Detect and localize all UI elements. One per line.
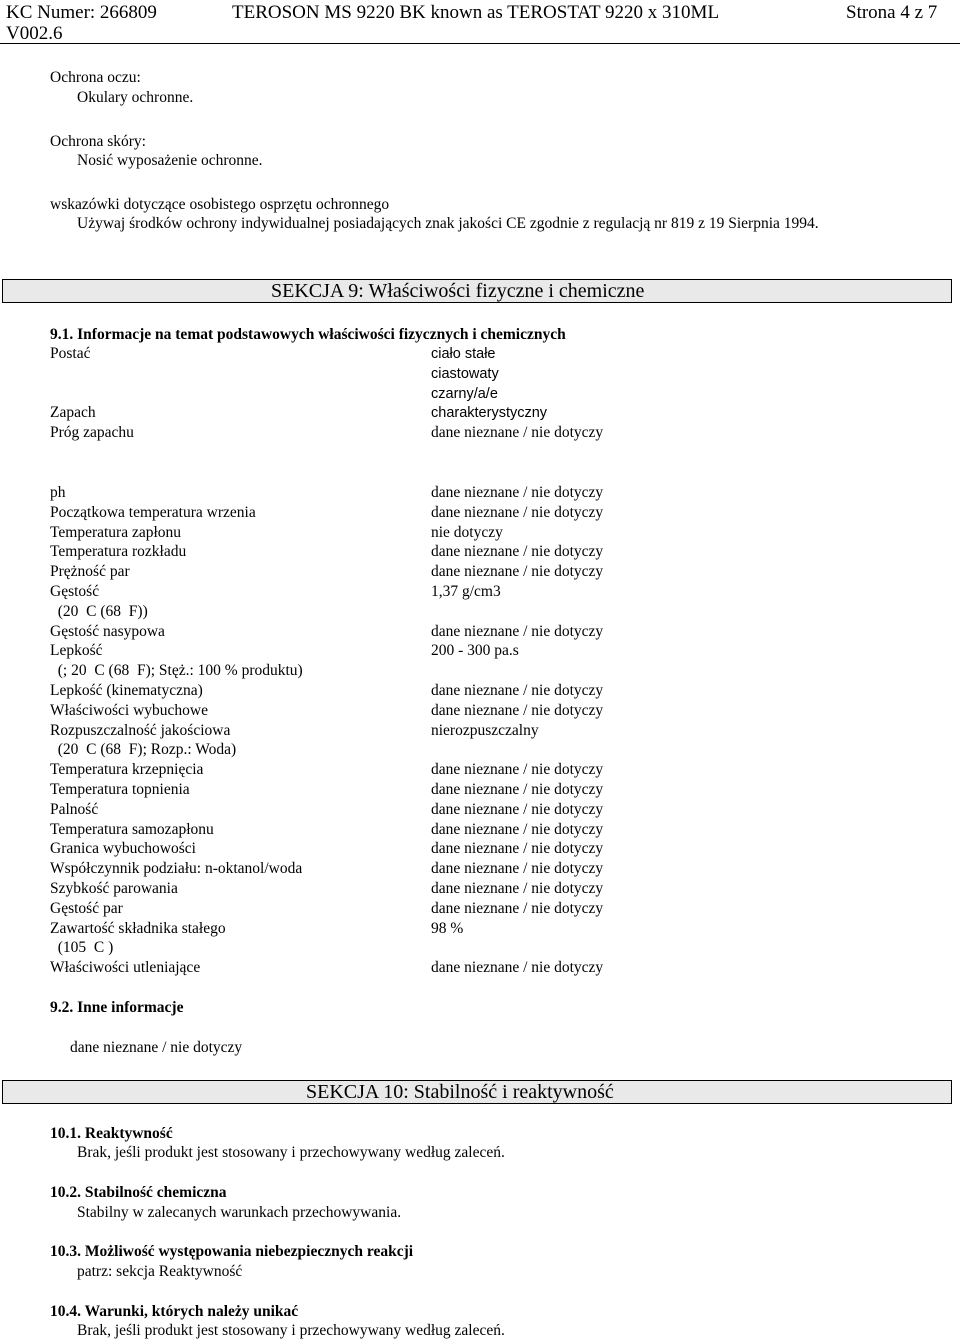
property-label: Temperatura zapłonu xyxy=(50,523,182,541)
property-label: Palność xyxy=(50,800,99,818)
property-value: dane nieznane / nie dotyczy xyxy=(431,899,604,917)
version: V002.6 xyxy=(6,23,63,44)
property-label: Właściwości utleniające xyxy=(50,959,201,977)
property-label: (20 C (68 F); Rozp.: Woda) xyxy=(50,741,237,759)
item-10-2-title: 10.2. Stabilność chemiczna xyxy=(50,1184,227,1201)
property-value: 200 - 300 pa.s xyxy=(431,642,519,660)
odor-threshold-value: dane nieznane / nie dotyczy xyxy=(431,424,604,441)
property-label: Szybkość parowania xyxy=(50,880,178,897)
property-value: nie dotyczy xyxy=(431,523,503,541)
page-number: Strona 4 z 7 xyxy=(846,2,938,23)
odor-label: Zapach xyxy=(50,404,96,421)
item-10-1-title: 10.1. Reaktywność xyxy=(50,1125,173,1142)
section-10-banner xyxy=(2,1080,952,1104)
property-label: Zawartość składnika stałego xyxy=(50,919,226,937)
property-value: dane nieznane / nie dotyczy xyxy=(431,622,604,640)
item-10-3-title: 10.3. Możliwość występowania niebezpiecznych reakcji xyxy=(50,1243,414,1260)
property-value: dane nieznane / nie dotyczy xyxy=(431,860,604,878)
skin-protection-text: Nosić wyposażenie ochronne. xyxy=(77,152,263,169)
property-label: (; 20 C (68 F); Stęż.: 100 % produktu) xyxy=(50,662,303,680)
property-label: Temperatura krzepnięcia xyxy=(50,761,204,779)
ppe-text: Używaj środków ochrony indywidualnej posiadających znak jakości CE zgodnie z regulacją nr 819 z 19 Sierpnia 1994. xyxy=(77,215,819,232)
appearance-value-1: ciało stałe xyxy=(431,346,496,362)
appearance-label: Postać xyxy=(50,345,91,362)
product-name: TEROSON MS 9220 BK known as TEROSTAT 9220 x 310ML xyxy=(232,2,720,23)
property-value: nierozpuszczalny xyxy=(431,721,539,739)
subsection-9-1-title: 9.1. Informacje na temat podstawowych właściwości fizycznych i chemicznych xyxy=(50,326,566,343)
subsection-9-2-title: 9.2. Inne informacje xyxy=(50,999,184,1016)
odor-value: charakterystyczny xyxy=(431,405,548,421)
property-value: dane nieznane / nie dotyczy xyxy=(431,959,604,977)
property-label: Rozpuszczalność jakościowa xyxy=(50,721,231,739)
ppe-title: wskazówki dotyczące osobistego osprzętu ochronnego xyxy=(50,196,390,213)
appearance-value-2: ciastowaty xyxy=(431,366,499,382)
property-value: 98 % xyxy=(431,919,464,937)
property-label: Gęstość par xyxy=(50,899,123,917)
property-label: Prężność par xyxy=(50,563,130,581)
property-value: dane nieznane / nie dotyczy xyxy=(431,880,604,897)
skin-protection-title: Ochrona skóry: xyxy=(50,133,146,150)
subsection-9-2-text: dane nieznane / nie dotyczy xyxy=(70,1039,243,1056)
section-9-banner xyxy=(2,279,952,303)
property-label: ph xyxy=(50,484,66,501)
kc-number: KC Numer: 266809 xyxy=(6,2,157,23)
appearance-value-3: czarny/a/e xyxy=(431,386,498,402)
section-9-title: SEKCJA 9: Właściwości fizyczne i chemiczne xyxy=(271,280,645,302)
item-10-4-title: 10.4. Warunki, których należy unikać xyxy=(50,1303,299,1320)
property-value: dane nieznane / nie dotyczy xyxy=(431,503,604,521)
property-value: dane nieznane / nie dotyczy xyxy=(431,840,604,858)
property-value: dane nieznane / nie dotyczy xyxy=(431,682,604,699)
property-label: Temperatura samozapłonu xyxy=(50,820,214,838)
header-rule xyxy=(0,43,960,44)
eye-protection-title: Ochrona oczu: xyxy=(50,69,141,86)
property-value: dane nieznane / nie dotyczy xyxy=(431,761,604,779)
section-10-title: SEKCJA 10: Stabilność i reaktywność xyxy=(306,1081,614,1103)
property-label: Początkowa temperatura wrzenia xyxy=(50,503,256,521)
property-value: dane nieznane / nie dotyczy xyxy=(431,800,604,818)
odor-threshold-label: Próg zapachu xyxy=(50,424,134,441)
property-label: Temperatura rozkładu xyxy=(50,543,187,561)
property-value: dane nieznane / nie dotyczy xyxy=(431,563,604,581)
property-label: (20 C (68 F)) xyxy=(50,602,148,620)
property-value: dane nieznane / nie dotyczy xyxy=(431,484,604,501)
property-value: 1,37 g/cm3 xyxy=(431,583,501,600)
eye-protection-text: Okulary ochronne. xyxy=(77,89,194,106)
property-label: Gęstość nasypowa xyxy=(50,622,165,640)
property-label: Lepkość xyxy=(50,642,103,660)
property-value: dane nieznane / nie dotyczy xyxy=(431,820,604,838)
property-label: Właściwości wybuchowe xyxy=(50,701,208,719)
property-label: Lepkość (kinematyczna) xyxy=(50,682,203,699)
property-label: Współczynnik podziału: n-oktanol/woda xyxy=(50,860,303,878)
property-label: Granica wybuchowości xyxy=(50,840,196,858)
item-10-2-text: Stabilny w zalecanych warunkach przechowywania. xyxy=(77,1204,402,1221)
item-10-1-text: Brak, jeśli produkt jest stosowany i przechowywany według zaleceń. xyxy=(77,1144,505,1161)
property-label: Gęstość xyxy=(50,583,100,600)
property-value: dane nieznane / nie dotyczy xyxy=(431,781,604,798)
property-label: (105 C ) xyxy=(50,939,114,957)
property-value: dane nieznane / nie dotyczy xyxy=(431,543,604,561)
item-10-3-text: patrz: sekcja Reaktywność xyxy=(77,1263,243,1280)
property-label: Temperatura topnienia xyxy=(50,781,190,798)
property-value: dane nieznane / nie dotyczy xyxy=(431,701,604,719)
item-10-4-text: Brak, jeśli produkt jest stosowany i przechowywany według zaleceń. xyxy=(77,1322,505,1339)
